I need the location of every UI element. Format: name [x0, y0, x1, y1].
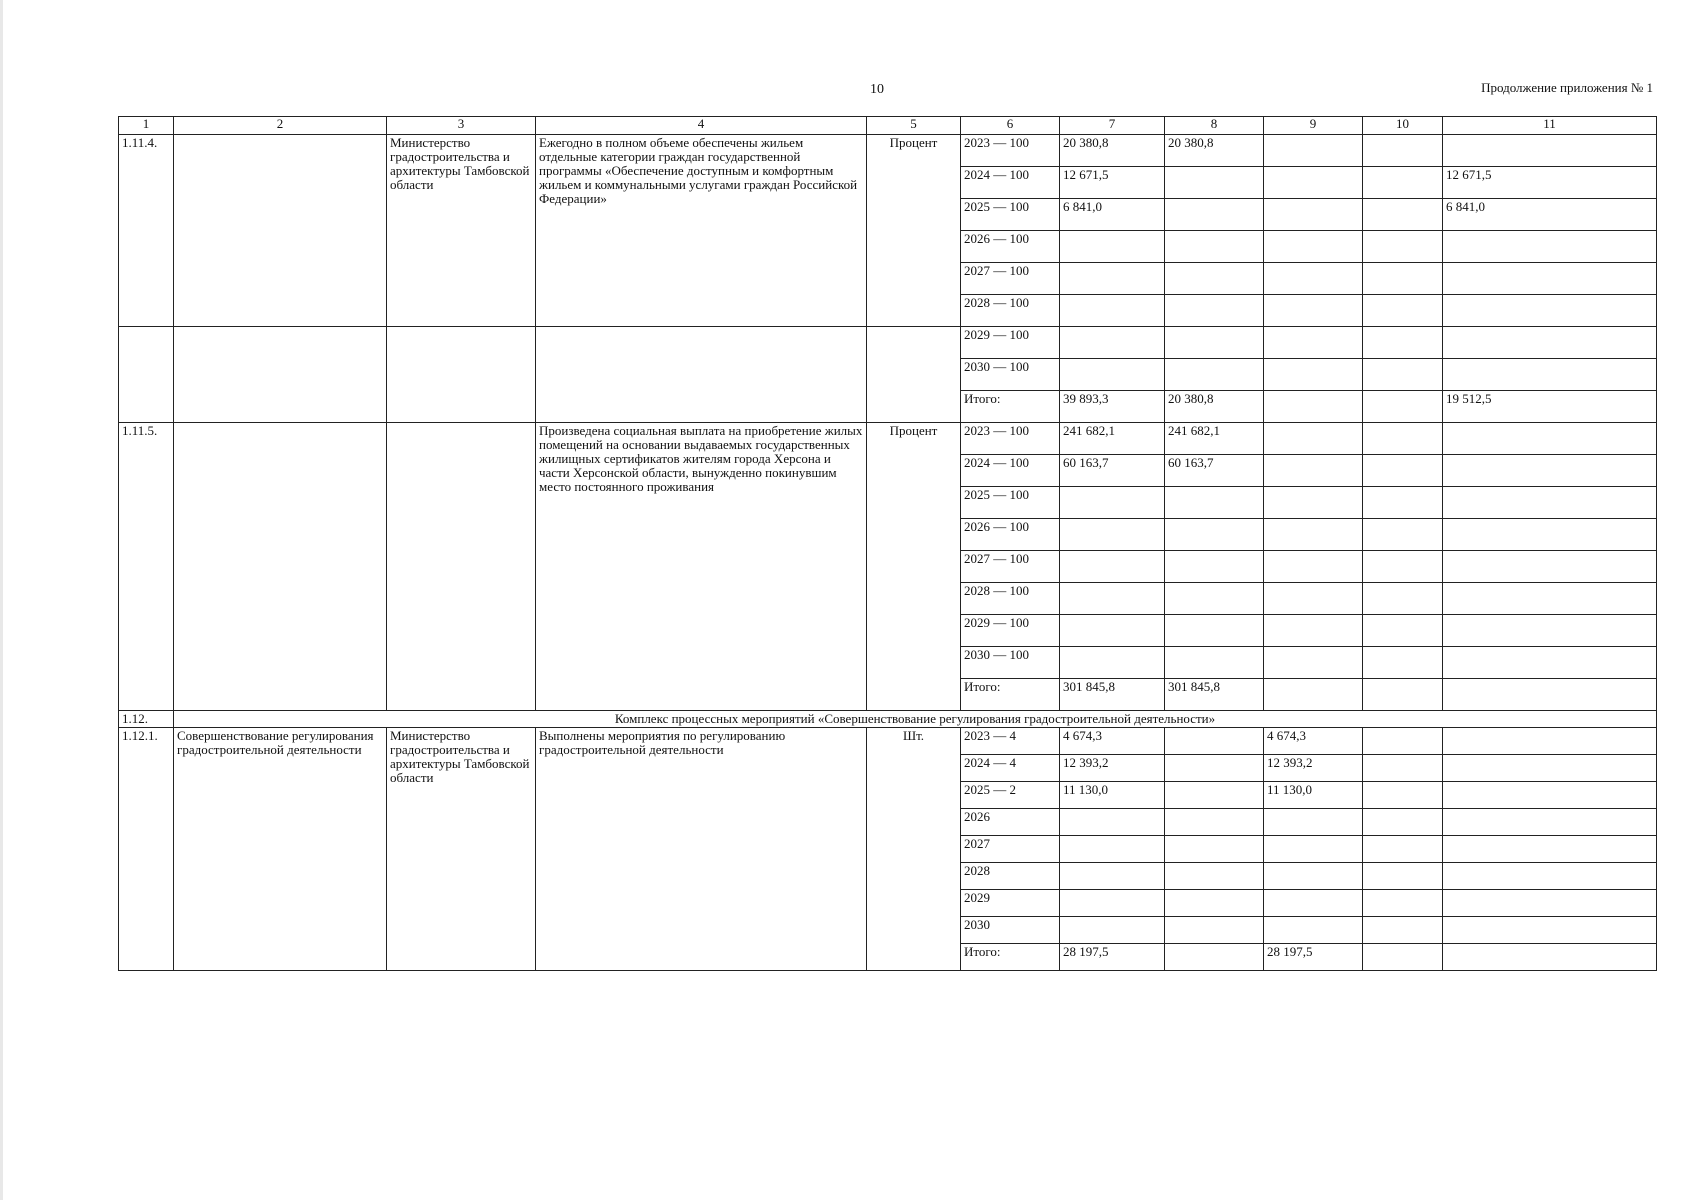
- value-col11: [1443, 583, 1657, 615]
- value-col7: [1060, 615, 1165, 647]
- value-col10: [1363, 755, 1443, 782]
- continuation-label: Продолжение приложения № 1: [1481, 80, 1653, 95]
- year-target-cell: 2025 — 100: [961, 487, 1060, 519]
- value-col10: [1363, 782, 1443, 809]
- unit-of-measure: Процент: [867, 423, 961, 711]
- value-col7: [1060, 519, 1165, 551]
- value-col8: [1165, 944, 1264, 971]
- value-col11: [1443, 647, 1657, 679]
- value-col11: [1443, 728, 1657, 755]
- value-col8: [1165, 782, 1264, 809]
- row-number: 1.11.4.: [119, 135, 174, 327]
- value-col7: 4 674,3: [1060, 728, 1165, 755]
- value-col11: [1443, 519, 1657, 551]
- value-col8: [1165, 487, 1264, 519]
- column-header: 6: [961, 117, 1060, 135]
- column-header: 1: [119, 117, 174, 135]
- value-col7: [1060, 359, 1165, 391]
- table-row: [119, 327, 1657, 359]
- value-col10: [1363, 890, 1443, 917]
- value-col9: [1264, 615, 1363, 647]
- value-col10: [1363, 728, 1443, 755]
- value-col7: 39 893,3: [1060, 391, 1165, 423]
- value-col11: [1443, 359, 1657, 391]
- value-col7: 301 845,8: [1060, 679, 1165, 711]
- year-target-cell: 2024 — 100: [961, 455, 1060, 487]
- value-col8: [1165, 583, 1264, 615]
- value-col8: [1165, 263, 1264, 295]
- table-row: [119, 135, 1657, 167]
- scan-edge: [0, 0, 3, 1200]
- value-col8: [1165, 863, 1264, 890]
- section-title: Комплекс процессных мероприятий «Совершенствование регулирования градостроительной деятельности»: [174, 711, 1657, 728]
- value-col9: [1264, 327, 1363, 359]
- value-col11: [1443, 455, 1657, 487]
- value-col7: [1060, 551, 1165, 583]
- section-row: [119, 711, 1657, 728]
- year-target-cell: 2023 — 4: [961, 728, 1060, 755]
- value-col8: [1165, 199, 1264, 231]
- year-target-cell: 2030 — 100: [961, 647, 1060, 679]
- year-target-cell: 2028: [961, 863, 1060, 890]
- value-col7: 241 682,1: [1060, 423, 1165, 455]
- measure-name: [174, 423, 387, 711]
- value-col9: [1264, 423, 1363, 455]
- responsible-body: Министерство градостроительства и архитектуры Тамбовской области: [387, 135, 536, 327]
- value-col9: [1264, 135, 1363, 167]
- value-col8: [1165, 231, 1264, 263]
- value-col8: [1165, 551, 1264, 583]
- year-target-cell: 2029 — 100: [961, 327, 1060, 359]
- value-col11: [1443, 487, 1657, 519]
- result-description: Выполнены мероприятия по регулированию градостроительной деятельности: [536, 728, 867, 971]
- value-col11: [1443, 944, 1657, 971]
- year-target-cell: 2027 — 100: [961, 551, 1060, 583]
- value-col11: [1443, 863, 1657, 890]
- value-col8: [1165, 519, 1264, 551]
- year-target-cell: 2024 — 4: [961, 755, 1060, 782]
- value-col7: 12 671,5: [1060, 167, 1165, 199]
- value-col9: [1264, 391, 1363, 423]
- value-col11: [1443, 551, 1657, 583]
- unit-of-measure: [867, 327, 961, 423]
- value-col10: [1363, 391, 1443, 423]
- value-col8: [1165, 728, 1264, 755]
- result-description: [536, 327, 867, 423]
- year-target-cell: 2023 — 100: [961, 135, 1060, 167]
- value-col8: 241 682,1: [1165, 423, 1264, 455]
- value-col10: [1363, 359, 1443, 391]
- column-header: 3: [387, 117, 536, 135]
- measure-name: [174, 327, 387, 423]
- value-col9: [1264, 863, 1363, 890]
- value-col8: [1165, 890, 1264, 917]
- result-description: Ежегодно в полном объеме обеспечены жильем отдельные категории граждан государственной программы «Обеспечение доступным и комфортным жильем и коммунальными услугами граждан Российской Федерации»: [536, 135, 867, 327]
- value-col8: [1165, 327, 1264, 359]
- value-col9: [1264, 809, 1363, 836]
- year-target-cell: 2029 — 100: [961, 615, 1060, 647]
- value-col7: [1060, 890, 1165, 917]
- value-col10: [1363, 647, 1443, 679]
- value-col10: [1363, 295, 1443, 327]
- year-target-cell: 2027 — 100: [961, 263, 1060, 295]
- value-col9: [1264, 647, 1363, 679]
- value-col11: [1443, 327, 1657, 359]
- value-col7: 28 197,5: [1060, 944, 1165, 971]
- value-col8: [1165, 615, 1264, 647]
- measure-name: [174, 135, 387, 327]
- value-col10: [1363, 327, 1443, 359]
- column-header: 2: [174, 117, 387, 135]
- value-col9: [1264, 551, 1363, 583]
- value-col11: [1443, 423, 1657, 455]
- value-col11: [1443, 890, 1657, 917]
- section-number: 1.12.: [119, 711, 174, 728]
- value-col10: [1363, 679, 1443, 711]
- value-col9: 4 674,3: [1264, 728, 1363, 755]
- value-col8: 60 163,7: [1165, 455, 1264, 487]
- header-row: [119, 117, 1657, 135]
- row-number: 1.12.1.: [119, 728, 174, 971]
- value-col10: [1363, 455, 1443, 487]
- value-col7: 60 163,7: [1060, 455, 1165, 487]
- year-target-cell: 2025 — 2: [961, 782, 1060, 809]
- responsible-body: [387, 327, 536, 423]
- appendix-table: [118, 116, 1657, 971]
- value-col9: [1264, 455, 1363, 487]
- value-col8: [1165, 917, 1264, 944]
- value-col9: [1264, 295, 1363, 327]
- value-col11: 6 841,0: [1443, 199, 1657, 231]
- value-col9: [1264, 890, 1363, 917]
- column-header: 7: [1060, 117, 1165, 135]
- responsible-body: [387, 423, 536, 711]
- value-col11: [1443, 782, 1657, 809]
- value-col9: 28 197,5: [1264, 944, 1363, 971]
- value-col11: [1443, 809, 1657, 836]
- value-col10: [1363, 135, 1443, 167]
- value-col10: [1363, 836, 1443, 863]
- value-col8: 20 380,8: [1165, 135, 1264, 167]
- value-col10: [1363, 167, 1443, 199]
- value-col7: [1060, 836, 1165, 863]
- column-header: 10: [1363, 117, 1443, 135]
- value-col11: [1443, 755, 1657, 782]
- table-row: [119, 728, 1657, 755]
- result-description: Произведена социальная выплата на приобретение жилых помещений на основании выдаваемых государственных жилищных сертификатов жителям города Херсона и части Херсонской области, вынужденно покинувшим место постоянного проживания: [536, 423, 867, 711]
- value-col9: [1264, 231, 1363, 263]
- value-col7: [1060, 809, 1165, 836]
- value-col11: 19 512,5: [1443, 391, 1657, 423]
- column-header: 11: [1443, 117, 1657, 135]
- value-col10: [1363, 423, 1443, 455]
- value-col10: [1363, 487, 1443, 519]
- value-col11: [1443, 615, 1657, 647]
- year-target-cell: Итого:: [961, 944, 1060, 971]
- unit-of-measure: Процент: [867, 135, 961, 327]
- value-col9: [1264, 263, 1363, 295]
- column-header: 9: [1264, 117, 1363, 135]
- value-col9: [1264, 836, 1363, 863]
- column-header: 4: [536, 117, 867, 135]
- value-col11: [1443, 295, 1657, 327]
- value-col10: [1363, 615, 1443, 647]
- value-col8: [1165, 836, 1264, 863]
- measure-name: Совершенствование регулирования градостроительной деятельности: [174, 728, 387, 971]
- value-col7: [1060, 263, 1165, 295]
- value-col11: 12 671,5: [1443, 167, 1657, 199]
- table-row: [119, 423, 1657, 455]
- page-number: 10: [870, 82, 884, 97]
- row-number: [119, 327, 174, 423]
- column-header: 5: [867, 117, 961, 135]
- value-col8: [1165, 167, 1264, 199]
- value-col11: [1443, 917, 1657, 944]
- year-target-cell: 2030: [961, 917, 1060, 944]
- value-col9: [1264, 167, 1363, 199]
- value-col10: [1363, 583, 1443, 615]
- value-col8: [1165, 755, 1264, 782]
- value-col9: 11 130,0: [1264, 782, 1363, 809]
- value-col8: [1165, 809, 1264, 836]
- table-body: [119, 135, 1657, 971]
- value-col7: [1060, 583, 1165, 615]
- row-number: 1.11.5.: [119, 423, 174, 711]
- column-header: 8: [1165, 117, 1264, 135]
- value-col9: [1264, 359, 1363, 391]
- value-col11: [1443, 135, 1657, 167]
- value-col7: [1060, 295, 1165, 327]
- value-col10: [1363, 263, 1443, 295]
- value-col9: [1264, 917, 1363, 944]
- value-col8: [1165, 295, 1264, 327]
- year-target-cell: Итого:: [961, 391, 1060, 423]
- value-col10: [1363, 917, 1443, 944]
- value-col11: [1443, 836, 1657, 863]
- year-target-cell: 2027: [961, 836, 1060, 863]
- value-col7: [1060, 327, 1165, 359]
- value-col9: [1264, 487, 1363, 519]
- year-target-cell: 2024 — 100: [961, 167, 1060, 199]
- value-col7: [1060, 863, 1165, 890]
- value-col10: [1363, 551, 1443, 583]
- value-col10: [1363, 809, 1443, 836]
- year-target-cell: 2030 — 100: [961, 359, 1060, 391]
- value-col8: [1165, 359, 1264, 391]
- unit-of-measure: Шт.: [867, 728, 961, 971]
- year-target-cell: 2029: [961, 890, 1060, 917]
- year-target-cell: 2026 — 100: [961, 519, 1060, 551]
- value-col8: 301 845,8: [1165, 679, 1264, 711]
- value-col11: [1443, 231, 1657, 263]
- responsible-body: Министерство градостроительства и архитектуры Тамбовской области: [387, 728, 536, 971]
- value-col7: 12 393,2: [1060, 755, 1165, 782]
- year-target-cell: 2026: [961, 809, 1060, 836]
- value-col11: [1443, 263, 1657, 295]
- value-col9: [1264, 679, 1363, 711]
- value-col9: 12 393,2: [1264, 755, 1363, 782]
- value-col10: [1363, 231, 1443, 263]
- year-target-cell: Итого:: [961, 679, 1060, 711]
- value-col7: 6 841,0: [1060, 199, 1165, 231]
- value-col10: [1363, 519, 1443, 551]
- value-col7: [1060, 647, 1165, 679]
- year-target-cell: 2028 — 100: [961, 295, 1060, 327]
- value-col10: [1363, 863, 1443, 890]
- value-col7: [1060, 917, 1165, 944]
- year-target-cell: 2026 — 100: [961, 231, 1060, 263]
- value-col10: [1363, 944, 1443, 971]
- year-target-cell: 2028 — 100: [961, 583, 1060, 615]
- value-col8: 20 380,8: [1165, 391, 1264, 423]
- value-col9: [1264, 583, 1363, 615]
- value-col7: 11 130,0: [1060, 782, 1165, 809]
- value-col7: [1060, 231, 1165, 263]
- year-target-cell: 2025 — 100: [961, 199, 1060, 231]
- value-col9: [1264, 199, 1363, 231]
- value-col11: [1443, 679, 1657, 711]
- value-col10: [1363, 199, 1443, 231]
- value-col8: [1165, 647, 1264, 679]
- value-col7: 20 380,8: [1060, 135, 1165, 167]
- year-target-cell: 2023 — 100: [961, 423, 1060, 455]
- value-col7: [1060, 487, 1165, 519]
- value-col9: [1264, 519, 1363, 551]
